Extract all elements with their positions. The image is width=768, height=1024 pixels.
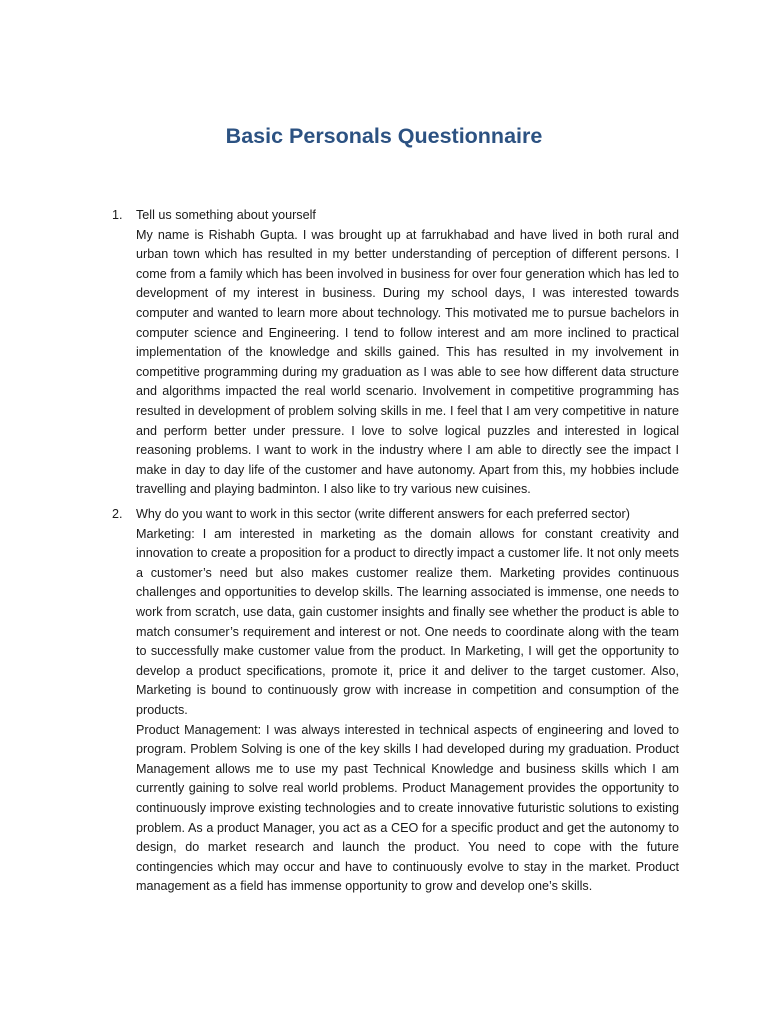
question-body [136,206,679,500]
question-number: 2. [112,507,123,521]
answer-paragraph-product-management: Product Management: I was always interested in technical aspects of engineering and loved to program. Problem Solving is one of the key skills I had developed during my graduation. Product Management allows me to use my past Technical Knowledge and business skills which I am currently gaining to solve real world problems. Product Management provides the opportunity to continuously improve existing technologies and to create innovative futuristic solutions to existing problem. As a product Manager, you act as a CEO for a specific product and get the autonomy to design, do market research and launch the product. You need to cope with the future contingencies which may occur and have to continuously evolve to stay in the market. Product management as a field has immense opportunity to grow and develop one’s skills. [136,722,679,894]
document-title: Basic Personals Questionnaire [225,124,543,148]
question-text: Tell us something about yourself [136,208,316,222]
answer-paragraph: My name is Rishabh Gupta. I was brought up at farrukhabad and have lived in both rural and urban town which has resulted in my better understanding of perception of different persons. I come from a family which has been involved in business for over four generation which has led to development of my interest in business. During my school days, I was interested towards computer and wanted to learn more about technology. This motivated me to pursue bachelors in computer science and Engineering. I tend to follow interest and am more inclined to practical implementation of the knowledge and skills gained. This has resulted in my involvement in competitive programming during my graduation as I was able to see how different data structure and algorithms impacted the real world scenario. Involvement in competitive programming has resulted in development of problem solving skills in me. I feel that I am very competitive in nature and perform better under pressure. I love to solve logical puzzles and interested in logical reasoning problems. I want to work in the industry where I am able to directly see the impact I make in day to day life of the customer and have autonomy. Apart from this, my hobbies include travelling and playing badminton. I also like to try various new cuisines. [136,227,679,497]
question-text: Why do you want to work in this sector (write different answers for each preferred sector) [136,507,630,521]
question-body [136,505,679,897]
answer-paragraph-marketing: Marketing: I am interested in marketing as the domain allows for constant creativity and innovation to create a proposition for a product to directly impact a customer life. It not only meets a customer’s need but also makes customer realize them. Marketing provides continuous challenges and opportunities to develop skills. The learning associated is immense, one needs to work from scratch, use data, gain customer insights and finally see whether the product is able to match consumer’s requirement and interest or not. One needs to coordinate along with the team to successfully make customer value from the product. In Marketing, I will get the opportunity to develop a product specifications, promote it, price it and deliver to the target customer. Also, Marketing is bound to continuously grow with increase in competition and consumption of the products. [136,526,679,717]
question-number: 1. [112,208,123,222]
